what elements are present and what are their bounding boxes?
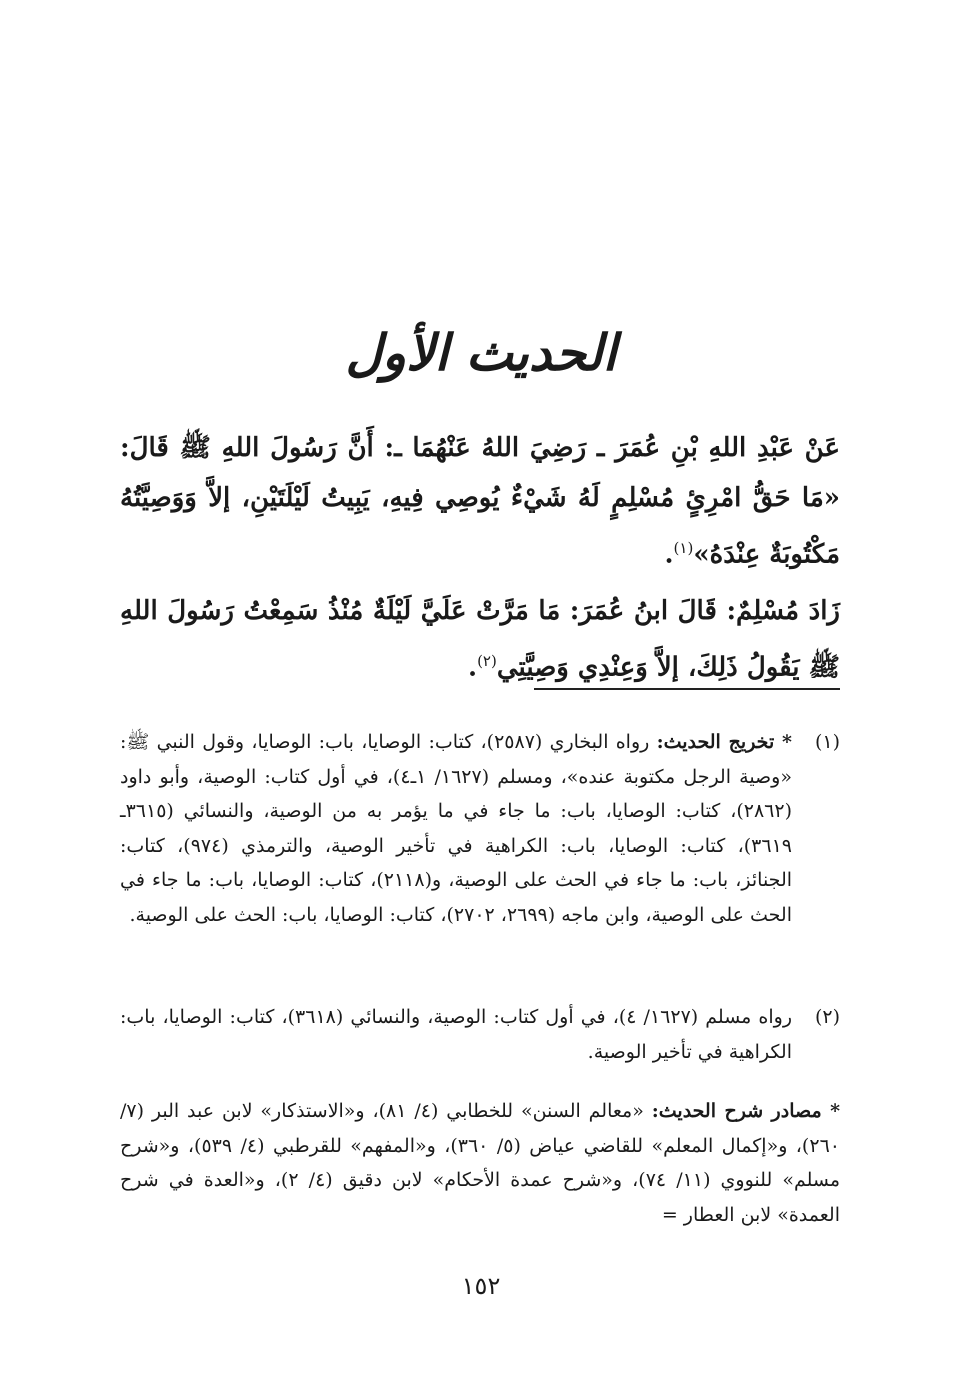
- hadith-main-text: [120, 423, 840, 580]
- footnote-body: [120, 725, 792, 933]
- footnote-separator: [534, 688, 840, 690]
- footnote-ref-2[interactable]: (٢): [477, 652, 497, 670]
- chapter-title: الحديث الأول: [345, 323, 617, 382]
- footnote-1: [120, 725, 840, 933]
- commentary-sources: [120, 1094, 840, 1232]
- hadith-main-body: عَنْ عَبْدِ اللهِ بْنِ عُمَرَ ـ رَضِيَ اللهُ عَنْهُمَا ـ: أَنَّ رَسُولَ اللهِ ﷺ قَالَ: «مَا حَقُّ امْرِئٍ مُسْلِمٍ لَهُ شَيْءٌ يُوصِي فِيهِ، يَبِيتُ لَيْلَتَيْنِ، إلاَّ وَوَصِيَّتُهُ مَكْتُوبَةٌ عِنْدَهُ»: [120, 433, 840, 570]
- footnote-number: (١): [814, 731, 840, 753]
- hadith-main-end: .: [664, 539, 674, 570]
- footnote-label: * تخريج الحديث:: [656, 731, 792, 753]
- hadith-addition-text: [120, 586, 840, 693]
- hadith-addition-body: زَادَ مُسْلِمٌ: قَالَ ابنُ عُمَرَ: مَا مَرَّتْ عَلَيَّ لَيْلَةٌ مُنْذُ سَمِعْتُ رَسُولَ اللهِ ﷺ يَقُولُ ذَلِكَ، إلاَّ وَعِنْدِي وَصِيَّتِي: [120, 596, 840, 683]
- sources-label: * مصادر شرح الحديث:: [651, 1100, 841, 1122]
- page-number: ١٥٢: [461, 1272, 501, 1300]
- footnote-body: [120, 1000, 792, 1069]
- hadith-addition-end: .: [468, 652, 478, 683]
- footnote-ref-1[interactable]: (١): [673, 539, 694, 557]
- sources-body: [120, 1094, 840, 1232]
- sources-text: «معالم السنن» للخطابي (٤/ ٨١)، و«الاستذكار» لابن عبد البر (٧/ ٢٦٠)، و«إكمال المعلم» للقاضي عياض (٥/ ٣٦٠)، و«المفهم» للقرطبي (٤/ ٥٣٩)، و«شرح مسلم» للنووي (١١/ ٧٤)، و«شرح عمدة الأحكام» لابن دقيق (٤/ ٢)، و«العدة في شرح العمدة» لابن العطار =: [120, 1100, 841, 1226]
- footnote-text: رواه مسلم (١٦٢٧/ ٤)، في أول كتاب: الوصية، والنسائي (٣٦١٨)، كتاب: الوصايا، باب: الكراهية في تأخير الوصية.: [120, 1006, 792, 1063]
- footnote-2: [120, 1000, 840, 1069]
- footnote-text: رواه البخاري (٢٥٨٧)، كتاب: الوصايا، باب: الوصايا، وقول النبي ﷺ: «وصية الرجل مكتوبة عنده»، ومسلم (١٦٢٧/ ١ـ٤)، في أول كتاب: الوصية، وأبو داود (٢٨٦٢)، كتاب: الوصايا، باب: ما جاء في ما يؤمر به من الوصية، والنسائي (٣٦١٥ـ ٣٦١٩)، كتاب: الوصايا، باب: الكراهية في تأخير الوصية، والترمذي (٩٧٤)، كتاب: الجنائز، باب: ما جاء في الحث على الوصية، و(٢١١٨)، كتاب: الوصايا، باب: ما جاء في الحث على الوصية، وابن ماجه (٢٦٩٩، ٢٧٠٢)، كتاب: الوصايا، باب: الحث على الوصية.: [120, 731, 793, 926]
- footnote-number: (٢): [814, 1006, 840, 1028]
